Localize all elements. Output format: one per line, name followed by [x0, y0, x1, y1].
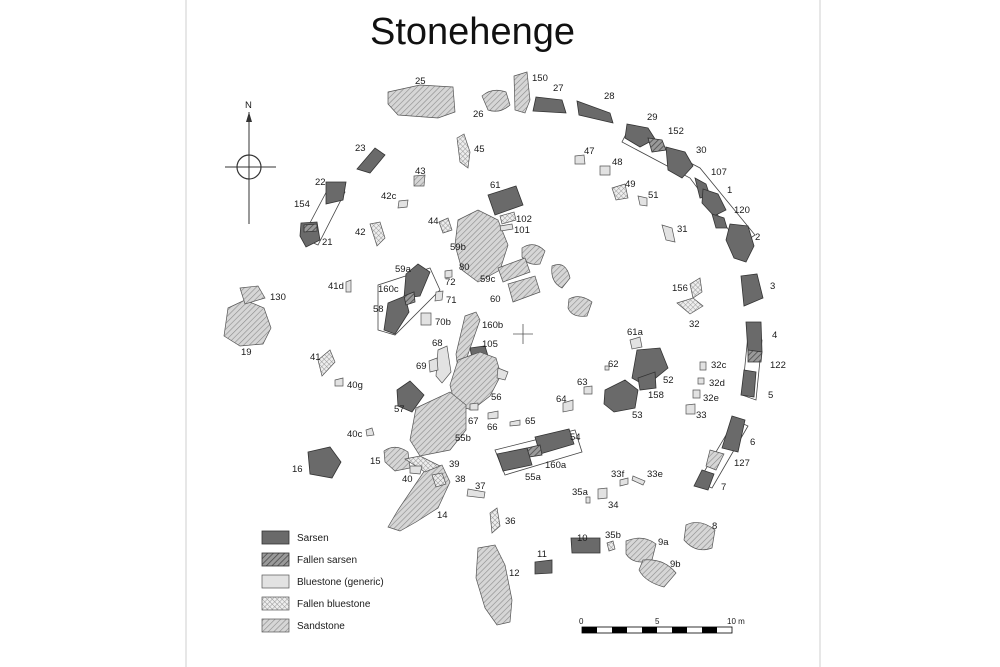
label-152: 158 [648, 390, 664, 401]
label-61: 61a [627, 327, 643, 338]
label-53: 54 [570, 432, 581, 443]
label-156: 160b [482, 320, 504, 331]
label-21: 21 [322, 237, 333, 248]
stone-64 [510, 420, 520, 426]
centre-cross-icon [513, 324, 533, 344]
stone-54 [497, 448, 532, 471]
label-35b: 35b [605, 530, 621, 541]
stone-32 [677, 298, 703, 314]
label-71: 101 [514, 225, 530, 236]
stone-105 [748, 350, 762, 362]
label-33f: 33f [611, 469, 625, 480]
label-40: 40 [402, 474, 413, 485]
label-66: 67 [468, 416, 479, 427]
legend-label-sarsen: Sarsen [297, 533, 329, 544]
label-8: 8 [712, 521, 718, 532]
label-33e: 33e [647, 469, 663, 480]
label-72: 102 [516, 214, 532, 225]
label-80: 105 [482, 339, 498, 350]
stone-65 [488, 411, 498, 419]
label-4: 4 [772, 330, 778, 341]
legend-label-sandstone: Sandstone [297, 621, 345, 632]
label-70b: 80 [459, 262, 470, 273]
label-49: 51 [648, 190, 659, 201]
stone-labels [241, 73, 786, 579]
stone-32c [700, 362, 706, 370]
label-35a: 35a [572, 487, 588, 498]
stone-40g [335, 378, 343, 386]
label-15: 15 [370, 456, 381, 467]
label-40c: 40c [347, 429, 363, 440]
label-32e: 32e [703, 393, 719, 404]
stone-44 [439, 218, 452, 233]
stone-72 [500, 212, 516, 224]
stone-66 [470, 403, 478, 410]
stone-32e [693, 390, 700, 398]
label-37: 37 [475, 481, 486, 492]
stone-4 [746, 322, 762, 352]
stone-6 [722, 416, 745, 452]
legend-label-fallen-bluestone: Fallen bluestone [297, 599, 371, 610]
label-33: 33 [696, 410, 707, 421]
label-51: 52 [663, 375, 674, 386]
label-154: 160a [545, 460, 567, 471]
label-39: 39 [449, 459, 460, 470]
label-32d: 32d [709, 378, 725, 389]
stone-1 [702, 189, 726, 216]
label-25: 25 [415, 76, 426, 87]
label-55b: 56 [491, 392, 502, 403]
stone-25 [388, 85, 455, 118]
label-101: 107 [711, 167, 727, 178]
label-34: 34 [608, 500, 619, 511]
scale-label-0: 0 [579, 617, 584, 626]
label-30: 30 [696, 145, 707, 156]
label-22: 22 [315, 177, 326, 188]
stone-70 [435, 291, 443, 301]
stone-61 [630, 337, 642, 349]
stone-33 [686, 404, 695, 414]
stone-68 [429, 358, 438, 372]
stone-32d [698, 378, 704, 384]
stone-150 [690, 278, 702, 298]
label-127: 150 [532, 73, 548, 84]
label-41d: 41d [328, 281, 344, 292]
stone-69 [421, 313, 431, 325]
label-6: 6 [750, 437, 756, 448]
stone-47 [600, 166, 610, 175]
stone-45 [457, 134, 470, 168]
legend-swatch-bluestone [262, 575, 289, 588]
stone-59c [508, 276, 540, 302]
label-48: 49 [625, 179, 636, 190]
label-26: 26 [473, 109, 484, 120]
stone-33e [632, 476, 645, 485]
stone-2 [726, 224, 754, 262]
scale-bar [579, 617, 745, 633]
stone-122 [304, 224, 317, 232]
stone-26 [482, 90, 510, 111]
legend-label-fallen-sarsen: Fallen sarsen [297, 555, 358, 566]
page-title: Stonehenge [370, 11, 575, 53]
label-1: 1 [727, 185, 733, 196]
label-38: 38 [455, 474, 466, 485]
stone-7 [694, 470, 714, 490]
label-57: 58 [373, 304, 384, 315]
label-41: 41 [310, 352, 321, 363]
stone-35b [607, 541, 615, 551]
legend-swatch-sarsen [262, 531, 289, 544]
label-60: 61 [490, 180, 501, 191]
legend-swatch-sandstone [262, 619, 289, 632]
north-arrow-icon [225, 112, 276, 224]
label-70: 71 [446, 295, 457, 306]
label-3: 3 [770, 281, 776, 292]
label-12: 12 [509, 568, 520, 579]
stone-40c [366, 428, 374, 436]
label-5: 5 [768, 390, 774, 401]
label-32: 32 [689, 319, 700, 330]
north-label: N [245, 100, 252, 111]
label-36: 36 [505, 516, 516, 527]
label-14: 14 [437, 510, 448, 521]
label-40g: 40g [347, 380, 363, 391]
stone-27 [533, 97, 566, 113]
label-59a: 59b [450, 242, 466, 253]
stone-11 [535, 560, 552, 574]
scale-label-5: 5 [655, 617, 660, 626]
label-43: 43 [415, 166, 426, 177]
label-46: 47 [584, 146, 595, 157]
label-67: 68 [432, 338, 443, 349]
stone-3 [741, 274, 763, 306]
stone-30 [666, 147, 693, 178]
label-45: 45 [474, 144, 485, 155]
stone-107 [706, 450, 724, 470]
stone-28 [577, 101, 613, 123]
stone-19 [224, 300, 271, 346]
label-158: 160c [378, 284, 399, 295]
stone-49 [638, 196, 647, 206]
stone-9a [626, 538, 656, 562]
label-2: 2 [755, 232, 761, 243]
stone-42 [370, 222, 385, 246]
label-62: 63 [577, 377, 588, 388]
label-7: 7 [721, 482, 727, 493]
label-120: 130 [270, 292, 286, 303]
stone-55b-sub [497, 368, 508, 380]
stone-52 [604, 380, 638, 412]
label-42: 42 [355, 227, 366, 238]
stone-160b [552, 265, 570, 289]
label-130: 152 [668, 126, 684, 137]
stone-5 [741, 370, 756, 397]
label-61a: 62 [608, 359, 619, 370]
stone-40 [410, 466, 422, 474]
label-63: 64 [556, 394, 567, 405]
label-58: 59a [395, 264, 411, 275]
stone-22 [326, 182, 346, 204]
label-54: 55a [525, 472, 541, 483]
label-27: 27 [553, 83, 564, 94]
label-55a: 55b [455, 433, 471, 444]
label-32c: 32c [711, 360, 727, 371]
stone-102 [712, 214, 727, 228]
label-70a: 72 [445, 277, 456, 288]
label-19: 19 [241, 347, 252, 358]
label-56: 57 [394, 404, 405, 415]
legend [262, 531, 384, 632]
label-150: 156 [672, 283, 688, 294]
label-107: 127 [734, 458, 750, 469]
stone-71 [500, 224, 513, 231]
label-11: 11 [537, 549, 547, 560]
stone-34 [598, 488, 607, 499]
stone-160c [568, 297, 592, 317]
stone-8 [684, 521, 718, 549]
label-68: 69 [416, 361, 427, 372]
legend-label-bluestone: Bluestone (generic) [297, 577, 384, 588]
label-16: 16 [292, 464, 303, 475]
label-42c: 42c [381, 191, 397, 202]
label-28: 28 [604, 91, 615, 102]
label-44: 44 [428, 216, 439, 227]
label-9b: 9b [670, 559, 681, 570]
stone-42c [398, 200, 408, 208]
label-23: 23 [355, 143, 366, 154]
label-29: 29 [647, 112, 658, 123]
label-69: 70b [435, 317, 451, 328]
label-47: 48 [612, 157, 623, 168]
stone-41d [346, 280, 351, 292]
stone-12 [476, 545, 512, 625]
label-9a: 9a [658, 537, 669, 548]
label-31: 31 [677, 224, 688, 235]
stone-16 [308, 447, 341, 478]
stone-130 [648, 138, 666, 152]
label-59b: 59c [480, 274, 496, 285]
label-59c: 60 [490, 294, 501, 305]
label-105: 122 [770, 360, 786, 371]
label-102: 120 [734, 205, 750, 216]
legend-swatch-fallen-sarsen [262, 553, 289, 566]
label-10: 10 [577, 533, 588, 544]
label-64: 65 [525, 416, 536, 427]
label-122: 154 [294, 199, 310, 210]
stone-67 [436, 346, 451, 383]
scale-label-10m: 10 m [727, 617, 745, 626]
stone-31 [662, 225, 675, 242]
legend-swatch-fallen-bluestone [262, 597, 289, 610]
label-52: 53 [632, 410, 643, 421]
label-65: 66 [487, 422, 498, 433]
stone-127 [514, 72, 530, 113]
stone-36 [490, 508, 500, 533]
